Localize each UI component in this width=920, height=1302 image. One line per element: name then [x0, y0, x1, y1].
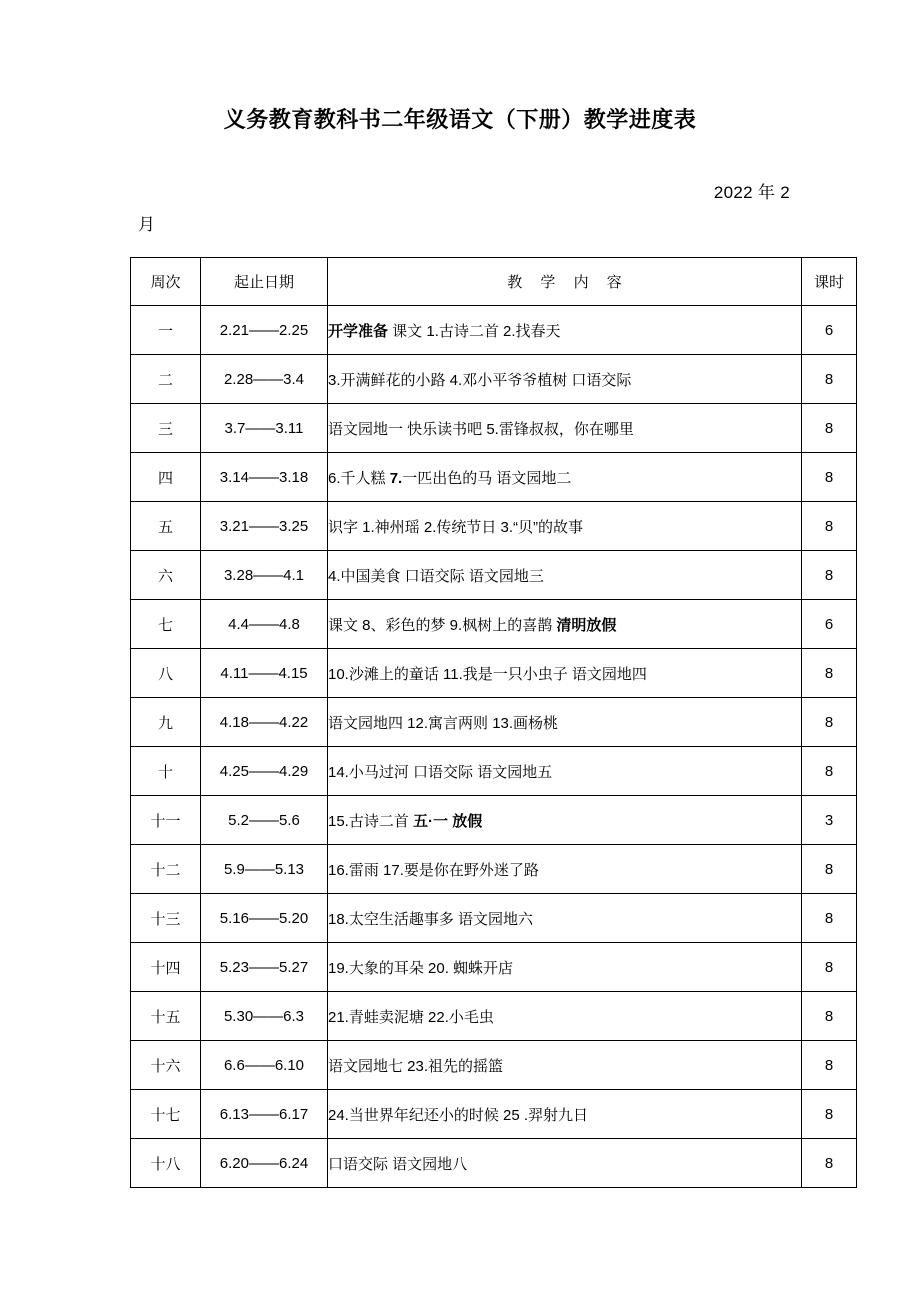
cell-week-number: 十三: [131, 894, 201, 943]
table-row: [131, 698, 857, 747]
table-row: [131, 600, 857, 649]
cell-teaching-content: 16.雷雨 17.要是你在野外迷了路: [328, 845, 802, 894]
cell-teaching-content: 19.大象的耳朵 20. 蜘蛛开店: [328, 943, 802, 992]
cell-week-number: 一: [131, 306, 201, 355]
cell-teaching-content: 15.古诗二首 五·一 放假: [328, 796, 802, 845]
cell-class-hours: 8: [802, 992, 857, 1041]
cell-class-hours: 8: [802, 1090, 857, 1139]
cell-date-range: 3.21——3.25: [201, 502, 328, 551]
cell-class-hours: 8: [802, 453, 857, 502]
cell-date-range: 5.30——6.3: [201, 992, 328, 1041]
cell-date-range: 4.18——4.22: [201, 698, 328, 747]
cell-week-number: 八: [131, 649, 201, 698]
cell-week-number: 十五: [131, 992, 201, 1041]
table-row: [131, 747, 857, 796]
table-row: [131, 943, 857, 992]
cell-date-range: 5.2——5.6: [201, 796, 328, 845]
cell-date-range: 5.9——5.13: [201, 845, 328, 894]
cell-teaching-content: 6.千人糕 7.一匹出色的马 语文园地二: [328, 453, 802, 502]
cell-date-range: 6.6——6.10: [201, 1041, 328, 1090]
table-row: [131, 845, 857, 894]
cell-class-hours: 8: [802, 649, 857, 698]
page-title: 义务教育教科书二年级语文（下册）教学进度表: [223, 107, 697, 132]
cell-teaching-content: 10.沙滩上的童话 11.我是一只小虫子 语文园地四: [328, 649, 802, 698]
column-header-date: 起止日期: [201, 258, 328, 306]
cell-week-number: 十四: [131, 943, 201, 992]
cell-week-number: 十一: [131, 796, 201, 845]
cell-date-range: 3.14——3.18: [201, 453, 328, 502]
cell-week-number: 七: [131, 600, 201, 649]
cell-teaching-content: 课文 8、彩色的梦 9.枫树上的喜鹊 清明放假: [328, 600, 802, 649]
cell-class-hours: 8: [802, 1139, 857, 1188]
cell-date-range: 4.4——4.8: [201, 600, 328, 649]
cell-teaching-content: 开学准备 课文 1.古诗二首 2.找春天: [328, 306, 802, 355]
cell-teaching-content: 18.太空生活趣事多 语文园地六: [328, 894, 802, 943]
cell-class-hours: 8: [802, 551, 857, 600]
table-row: [131, 404, 857, 453]
cell-class-hours: 8: [802, 943, 857, 992]
cell-teaching-content: 24.当世界年纪还小的时候 25 .羿射九日: [328, 1090, 802, 1139]
table-row: [131, 894, 857, 943]
cell-week-number: 三: [131, 404, 201, 453]
cell-teaching-content: 口语交际 语文园地八: [328, 1139, 802, 1188]
cell-teaching-content: 语文园地七 23.祖先的摇篮: [328, 1041, 802, 1090]
cell-date-range: 3.28——4.1: [201, 551, 328, 600]
cell-date-range: 3.7——3.11: [201, 404, 328, 453]
cell-week-number: 四: [131, 453, 201, 502]
cell-teaching-content: 识字 1.神州瑶 2.传统节日 3.“贝”的故事: [328, 502, 802, 551]
cell-class-hours: 8: [802, 894, 857, 943]
cell-teaching-content: 语文园地一 快乐读书吧 5.雷锋叔叔，你在哪里: [328, 404, 802, 453]
cell-week-number: 五: [131, 502, 201, 551]
table-row: [131, 649, 857, 698]
table-row: [131, 992, 857, 1041]
cell-week-number: 二: [131, 355, 201, 404]
cell-teaching-content: 语文园地四 12.寓言两则 13.画杨桃: [328, 698, 802, 747]
emphasized-text: 开学准备: [328, 322, 389, 340]
table-body: [131, 306, 857, 1188]
cell-date-range: 5.23——5.27: [201, 943, 328, 992]
table-row: [131, 306, 857, 355]
cell-teaching-content: 4.中国美食 口语交际 语文园地三: [328, 551, 802, 600]
cell-week-number: 六: [131, 551, 201, 600]
cell-class-hours: 6: [802, 600, 857, 649]
table-row: [131, 453, 857, 502]
document-date: 2022 年 2: [713, 183, 790, 202]
table-row: [131, 502, 857, 551]
cell-teaching-content: 14.小马过河 口语交际 语文园地五: [328, 747, 802, 796]
cell-week-number: 十七: [131, 1090, 201, 1139]
cell-date-range: 4.25——4.29: [201, 747, 328, 796]
cell-date-range: 6.13——6.17: [201, 1090, 328, 1139]
table-row: [131, 796, 857, 845]
teaching-schedule-table: [130, 257, 857, 1188]
cell-class-hours: 8: [802, 698, 857, 747]
cell-date-range: 2.28——3.4: [201, 355, 328, 404]
cell-class-hours: 8: [802, 502, 857, 551]
emphasized-text: 清明放假: [556, 616, 617, 634]
cell-week-number: 十六: [131, 1041, 201, 1090]
table-header-row: [131, 258, 857, 306]
cell-class-hours: 6: [802, 306, 857, 355]
table-row: [131, 551, 857, 600]
cell-class-hours: 8: [802, 747, 857, 796]
cell-class-hours: 8: [802, 845, 857, 894]
table-row: [131, 1041, 857, 1090]
column-header-hours: 课时: [802, 258, 857, 306]
cell-class-hours: 8: [802, 1041, 857, 1090]
column-header-content: 教 学 内 容: [328, 258, 802, 306]
table-row: [131, 1090, 857, 1139]
cell-week-number: 十二: [131, 845, 201, 894]
table-row: [131, 1139, 857, 1188]
cell-date-range: 6.20——6.24: [201, 1139, 328, 1188]
cell-date-range: 4.11——4.15: [201, 649, 328, 698]
cell-week-number: 十: [131, 747, 201, 796]
cell-date-range: 2.21——2.25: [201, 306, 328, 355]
cell-date-range: 5.16——5.20: [201, 894, 328, 943]
document-date-month-suffix: 月: [138, 215, 155, 234]
column-header-week: 周次: [131, 258, 201, 306]
cell-teaching-content: 21.青蛙卖泥塘 22.小毛虫: [328, 992, 802, 1041]
emphasized-text: 五·一 放假: [413, 812, 483, 830]
cell-week-number: 九: [131, 698, 201, 747]
cell-class-hours: 8: [802, 355, 857, 404]
emphasized-text: 7.: [389, 469, 403, 487]
cell-class-hours: 8: [802, 404, 857, 453]
cell-teaching-content: 3.开满鲜花的小路 4.邓小平爷爷植树 口语交际: [328, 355, 802, 404]
table-row: [131, 355, 857, 404]
cell-class-hours: 3: [802, 796, 857, 845]
cell-week-number: 十八: [131, 1139, 201, 1188]
